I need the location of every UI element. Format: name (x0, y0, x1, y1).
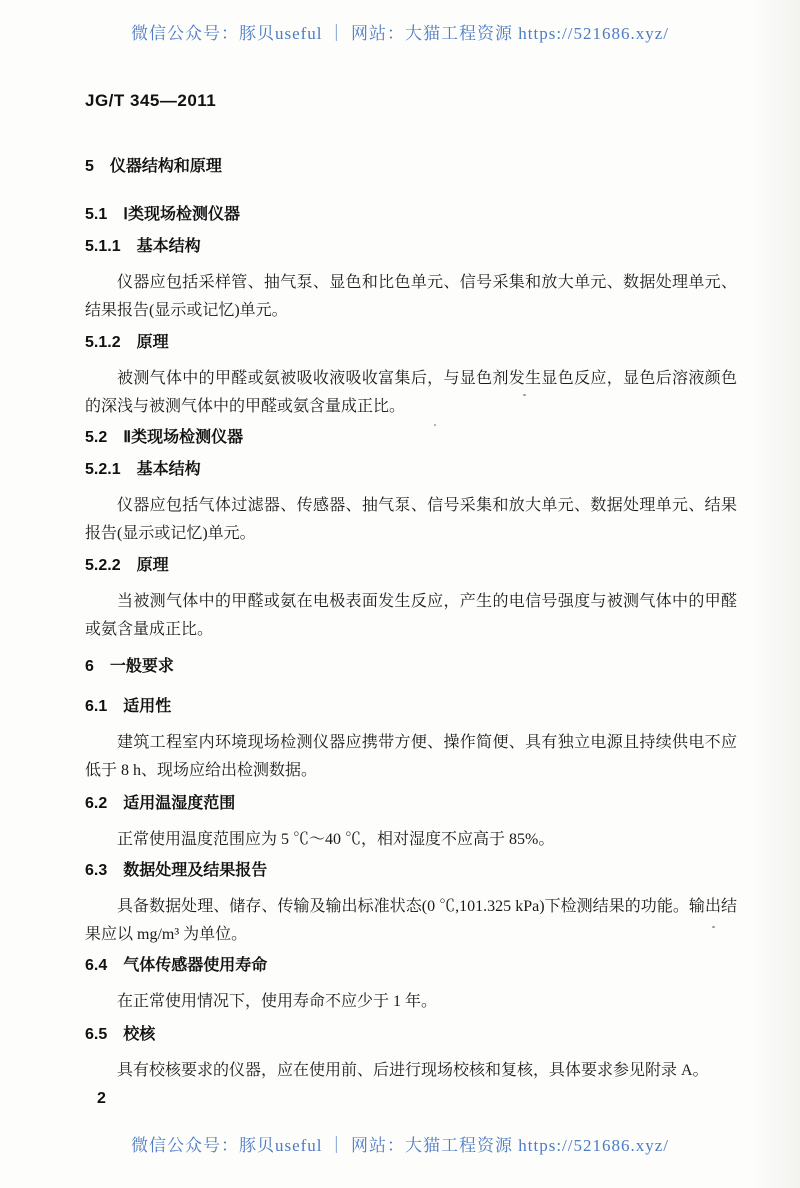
footer-watermark: 微信公众号：豚贝useful ｜ 网站：大猫工程资源 https://521686.xyz/ (130, 1136, 670, 1155)
para-5-1-1: 仪器应包括采样管、抽气泵、显色和比色单元、信号采集和放大单元、数据处理单元、结果报告(显示或记忆)单元。 (85, 274, 737, 319)
para-5-1-2: 被测气体中的甲醛或氨被吸收液吸收富集后，与显色剂发生显色反应，显色后溶液颜色的深浅与被测气体中的甲醛或氨含量成正比。 (85, 370, 737, 415)
scan-speck (434, 424, 436, 426)
standard-number: JG/T 345—2011 (85, 91, 217, 110)
heading-6-2: 6.2 适用温湿度范围 (85, 795, 236, 812)
scan-speck (712, 926, 715, 928)
para-5-2-1: 仪器应包括气体过滤器、传感器、抽气泵、信号采集和放大单元、数据处理单元、结果报告(显示或记忆)单元。 (85, 497, 737, 542)
heading-5-1-2: 5.1.2 原理 (85, 334, 169, 351)
para-6-3: 具备数据处理、储存、传输及输出标准状态(0 ℃,101.325 kPa)下检测结果的功能。输出结果应以 mg/m³ 为单位。 (85, 898, 737, 943)
para-6-5: 具有校核要求的仪器，应在使用前、后进行现场校核和复核，具体要求参见附录 A。 (117, 1062, 709, 1079)
heading-5-2-1: 5.2.1 基本结构 (85, 461, 201, 478)
header-watermark: 微信公众号：豚贝useful ｜ 网站：大猫工程资源 https://521686.xyz/ (130, 24, 670, 43)
heading-5-1: 5.1 Ⅰ类现场检测仪器 (85, 206, 240, 223)
page-number: 2 (97, 1090, 106, 1107)
heading-5-1-1: 5.1.1 基本结构 (85, 238, 201, 255)
para-6-2: 正常使用温度范围应为 5 ℃～40 ℃，相对湿度不应高于 85%。 (117, 831, 555, 848)
heading-6-3: 6.3 数据处理及结果报告 (85, 862, 268, 879)
heading-6-5: 6.5 校核 (85, 1026, 156, 1043)
para-6-1: 建筑工程室内环境现场检测仪器应携带方便、操作简便、具有独立电源且持续供电不应低于 8 h、现场应给出检测数据。 (85, 734, 737, 779)
scan-speck (523, 394, 526, 396)
heading-6-1: 6.1 适用性 (85, 698, 172, 715)
heading-5-2: 5.2 Ⅱ类现场检测仪器 (85, 429, 244, 446)
heading-6-4: 6.4 气体传感器使用寿命 (85, 957, 268, 974)
heading-5: 5 仪器结构和原理 (85, 158, 222, 175)
heading-5-2-2: 5.2.2 原理 (85, 557, 169, 574)
para-5-2-2: 当被测气体中的甲醛或氨在电极表面发生反应，产生的电信号强度与被测气体中的甲醛或氨含量成正比。 (85, 593, 737, 638)
page-content (85, 90, 737, 1085)
para-6-4: 在正常使用情况下，使用寿命不应少于 1 年。 (117, 993, 438, 1010)
heading-6: 6 一般要求 (85, 658, 174, 675)
